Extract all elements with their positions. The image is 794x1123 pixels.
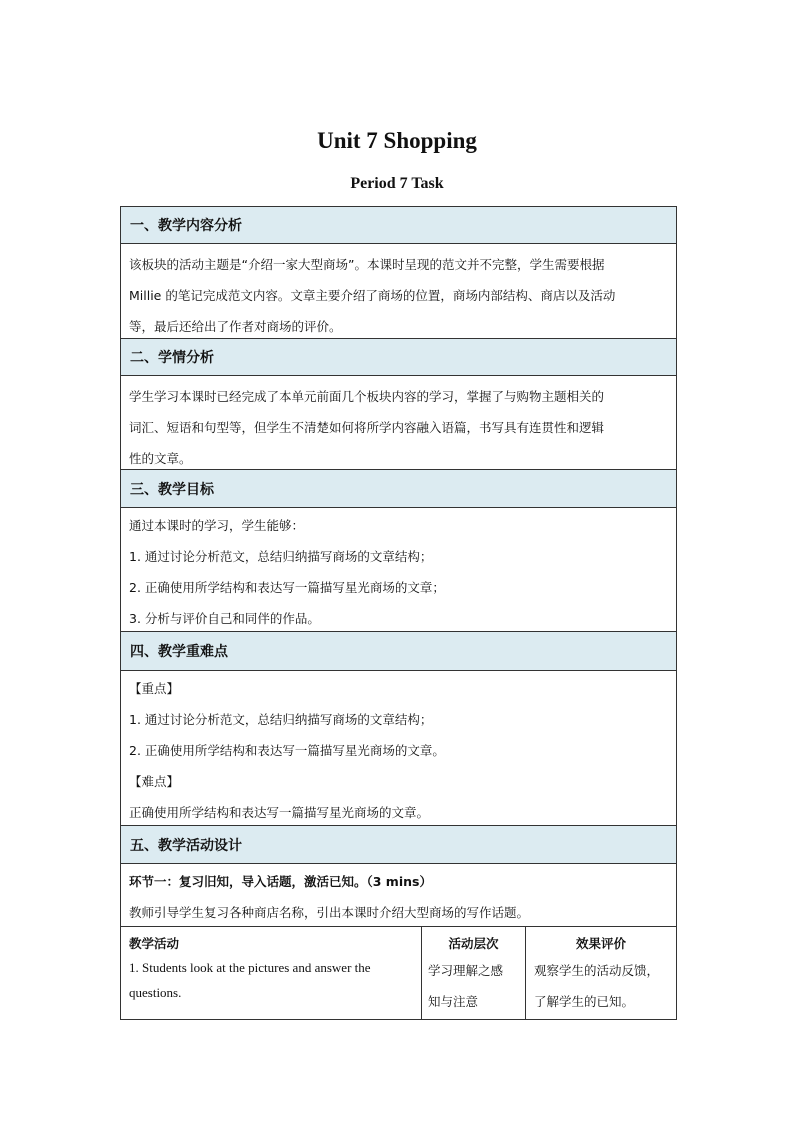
- section-body: [121, 244, 676, 342]
- stage-heading: 环节一：复习旧知，导入话题，激活已知。（3 mins）: [129, 874, 432, 889]
- section-heading: 二、学情分析: [121, 338, 676, 376]
- body-line: 3. 分析与评价自己和同伴的作品。: [129, 611, 320, 626]
- body-line: 2. 正确使用所学结构和表达写一篇描写星光商场的文章；: [129, 580, 445, 595]
- section-body: [121, 508, 676, 634]
- column-header: 活动层次: [448, 936, 499, 951]
- section-student-analysis: [121, 338, 676, 474]
- level-line: 知与注意: [428, 994, 479, 1009]
- section-body: [121, 671, 676, 828]
- evaluation-line: 观察学生的活动反馈，: [534, 963, 660, 978]
- body-line: 该板块的活动主题是“介绍一家大型商场”。本课时呈现的范文并不完整，学生需要根据: [129, 257, 605, 272]
- activity-cell: [121, 927, 422, 1020]
- section-heading: 一、教学内容分析: [121, 207, 676, 244]
- section-content-analysis: [121, 207, 676, 342]
- section-teaching-objectives: [121, 469, 676, 634]
- section-key-difficult-points: [121, 631, 676, 828]
- body-line: 性的文章。: [129, 451, 192, 466]
- body-line: 教师引导学生复习各种商店名称，引出本课时介绍大型商场的写作话题。: [129, 905, 530, 920]
- activity-table: [121, 926, 676, 1020]
- lesson-plan-table: [120, 206, 677, 1020]
- body-line: 2. 正确使用所学结构和表达写一篇描写星光商场的文章。: [129, 743, 445, 758]
- body-line: 等，最后还给出了作者对商场的评价。: [129, 319, 342, 334]
- activity-line: questions.: [129, 985, 182, 1000]
- body-line: Millie 的笔记完成范文内容。文章主要介绍了商场的位置，商场内部结构、商店以及活动: [129, 288, 616, 303]
- section-body: [121, 864, 676, 928]
- level-line: 学习理解之感: [428, 963, 504, 978]
- section-heading: 四、教学重难点: [121, 631, 676, 671]
- body-line: 1. 通过讨论分析范文，总结归纳描写商场的文章结构；: [129, 712, 433, 727]
- evaluation-line: 了解学生的已知。: [534, 994, 635, 1009]
- body-line: 词汇、短语和句型等，但学生不清楚如何将所学内容融入语篇，书写具有连贯性和逻辑: [129, 420, 605, 435]
- column-header: 效果评价: [575, 936, 626, 951]
- body-line: 【难点】: [129, 774, 180, 789]
- body-line: 通过本课时的学习，学生能够：: [129, 518, 305, 533]
- body-line: 正确使用所学结构和表达写一篇描写星光商场的文章。: [129, 805, 430, 820]
- body-line: 【重点】: [129, 681, 180, 696]
- document-title: Unit 7 Shopping: [317, 128, 477, 153]
- section-activity-design: [121, 825, 676, 928]
- document-subtitle: Period 7 Task: [350, 175, 444, 192]
- section-heading: 五、教学活动设计: [121, 825, 676, 864]
- column-header: 教学活动: [129, 936, 180, 951]
- activity-line: 1. Students look at the pictures and answer the: [129, 960, 371, 975]
- section-heading: 三、教学目标: [121, 469, 676, 508]
- evaluation-cell: [526, 927, 676, 1020]
- body-line: 1. 通过讨论分析范文，总结归纳描写商场的文章结构；: [129, 549, 433, 564]
- level-cell: [422, 927, 526, 1020]
- body-line: 学生学习本课时已经完成了本单元前面几个板块内容的学习，掌握了与购物主题相关的: [129, 389, 605, 404]
- section-body: [121, 376, 676, 474]
